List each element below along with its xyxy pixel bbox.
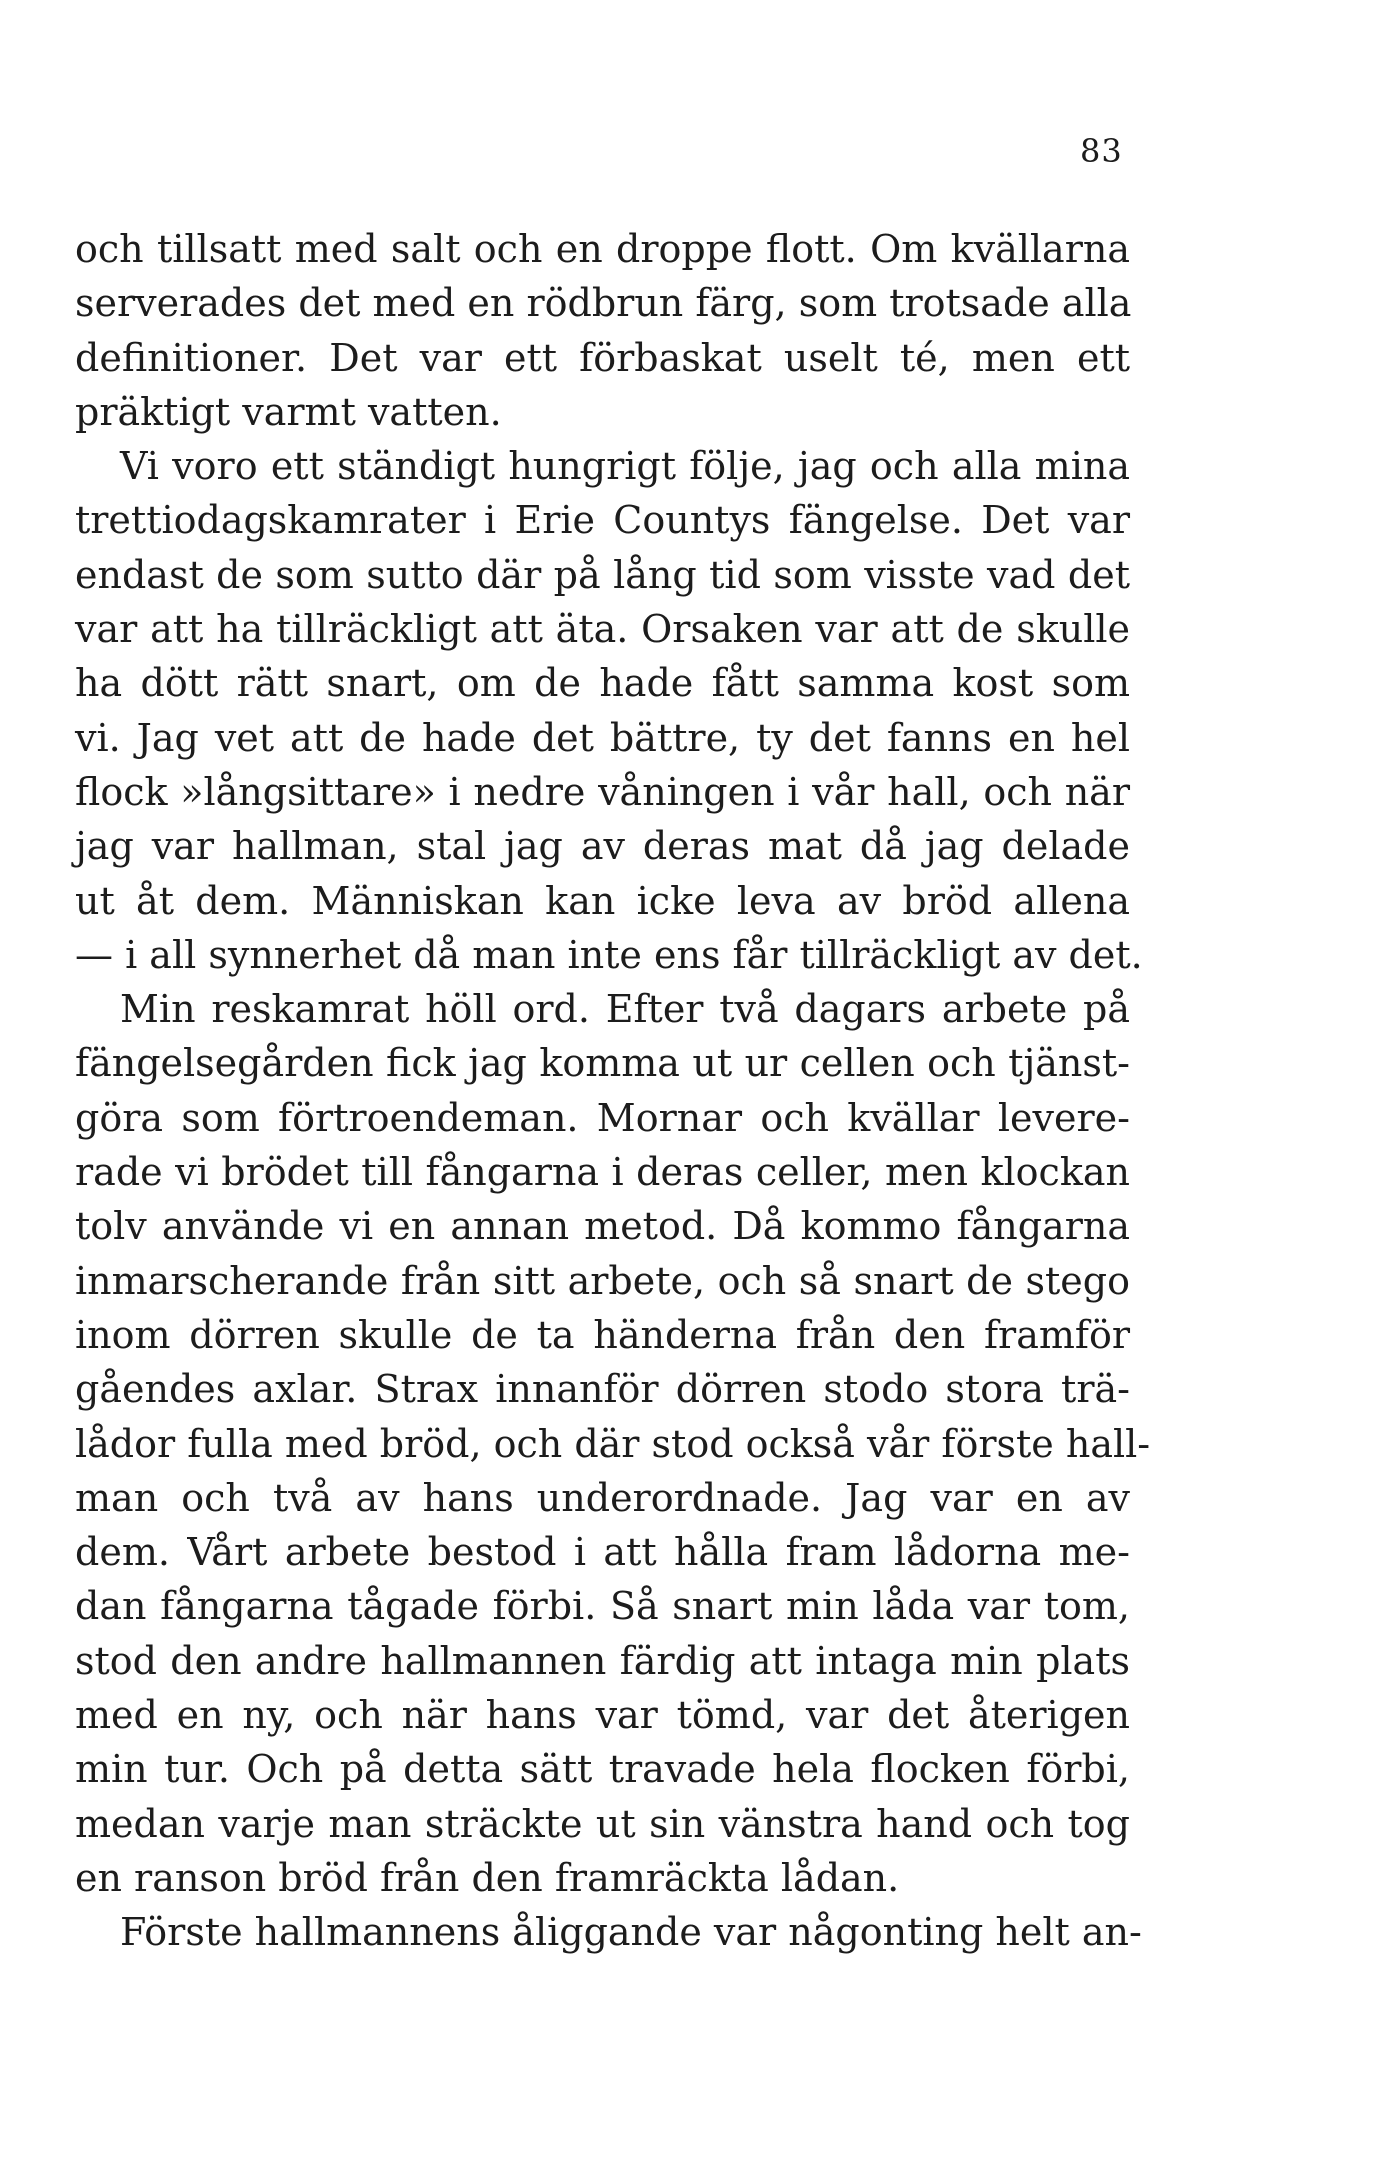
- text-line: gåendes axlar. Strax innanför dörren stodo stora trä-: [75, 1367, 1130, 1412]
- text-line: endast de som sutto där på lång tid som visste vad det: [75, 552, 1130, 597]
- text-line: inmarscherande från sitt arbete, och så snart de stego: [75, 1258, 1130, 1303]
- text-line: och tillsatt med salt och en droppe flott. Om kvällarna: [75, 227, 1130, 271]
- text-line: präktigt varmt vatten.: [75, 389, 502, 434]
- text-line: trettiodagskamrater i Erie Countys fängelse. Det var: [75, 498, 1130, 543]
- text-line: dan fångarna tågade förbi. Så snart min låda var tom,: [75, 1584, 1130, 1629]
- text-line: rade vi brödet till fångarna i deras celler, men klockan: [75, 1150, 1130, 1195]
- text-line: var att ha tillräckligt att äta. Orsaken var att de skulle: [75, 607, 1130, 652]
- text-line: serverades det med en rödbrun färg, som trotsade alla: [75, 281, 1132, 326]
- text-line: Vi voro ett ständigt hungrigt följe, jag och alla mina: [120, 444, 1130, 489]
- text-line: lådor fulla med bröd, och där stod också vår förste hall-: [75, 1421, 1151, 1466]
- text-line: fängelsegården fick jag komma ut ur cellen och tjänst-: [75, 1041, 1130, 1086]
- text-line: man och två av hans underordnade. Jag var en av: [75, 1475, 1130, 1520]
- page-number: 83: [1080, 132, 1123, 170]
- text-line: jag var hallman, stal jag av deras mat då jag delade: [75, 824, 1130, 869]
- text-line: min tur. Och på detta sätt travade hela flocken förbi,: [75, 1747, 1130, 1792]
- text-line: medan varje man sträckte ut sin vänstra hand och tog: [75, 1801, 1130, 1846]
- text-line: tolv använde vi en annan metod. Då kommo fångarna: [75, 1204, 1130, 1249]
- text-line: med en ny, och när hans var tömd, var det återigen: [75, 1693, 1130, 1738]
- text-line: vi. Jag vet att de hade det bättre, ty det fanns en hel: [75, 715, 1130, 760]
- text-line: ut åt dem. Människan kan icke leva av bröd allena: [75, 878, 1130, 923]
- text-line: ha dött rätt snart, om de hade fått samma kost som: [75, 661, 1130, 706]
- text-line: stod den andre hallmannen färdig att intaga min plats: [75, 1638, 1130, 1683]
- text-line: flock »långsittare» i nedre våningen i vår hall, och när: [75, 769, 1130, 814]
- text-line: Min reskamrat höll ord. Efter två dagars arbete på: [120, 987, 1130, 1032]
- text-line: Förste hallmannens åliggande var någonting helt an-: [120, 1910, 1142, 1955]
- body-text: [75, 222, 1151, 1960]
- text-line: dem. Vårt arbete bestod i att hålla fram lådorna me-: [75, 1530, 1130, 1575]
- text-line: göra som förtroendeman. Mornar och kvällar levere-: [75, 1095, 1130, 1140]
- text-line: definitioner. Det var ett förbaskat uselt té, men ett: [75, 335, 1130, 380]
- text-line: en ranson bröd från den framräckta lådan.: [75, 1855, 900, 1900]
- text-line: inom dörren skulle de ta händerna från den framför: [75, 1312, 1130, 1357]
- text-line: — i all synnerhet då man inte ens får tillräckligt av det.: [75, 932, 1143, 977]
